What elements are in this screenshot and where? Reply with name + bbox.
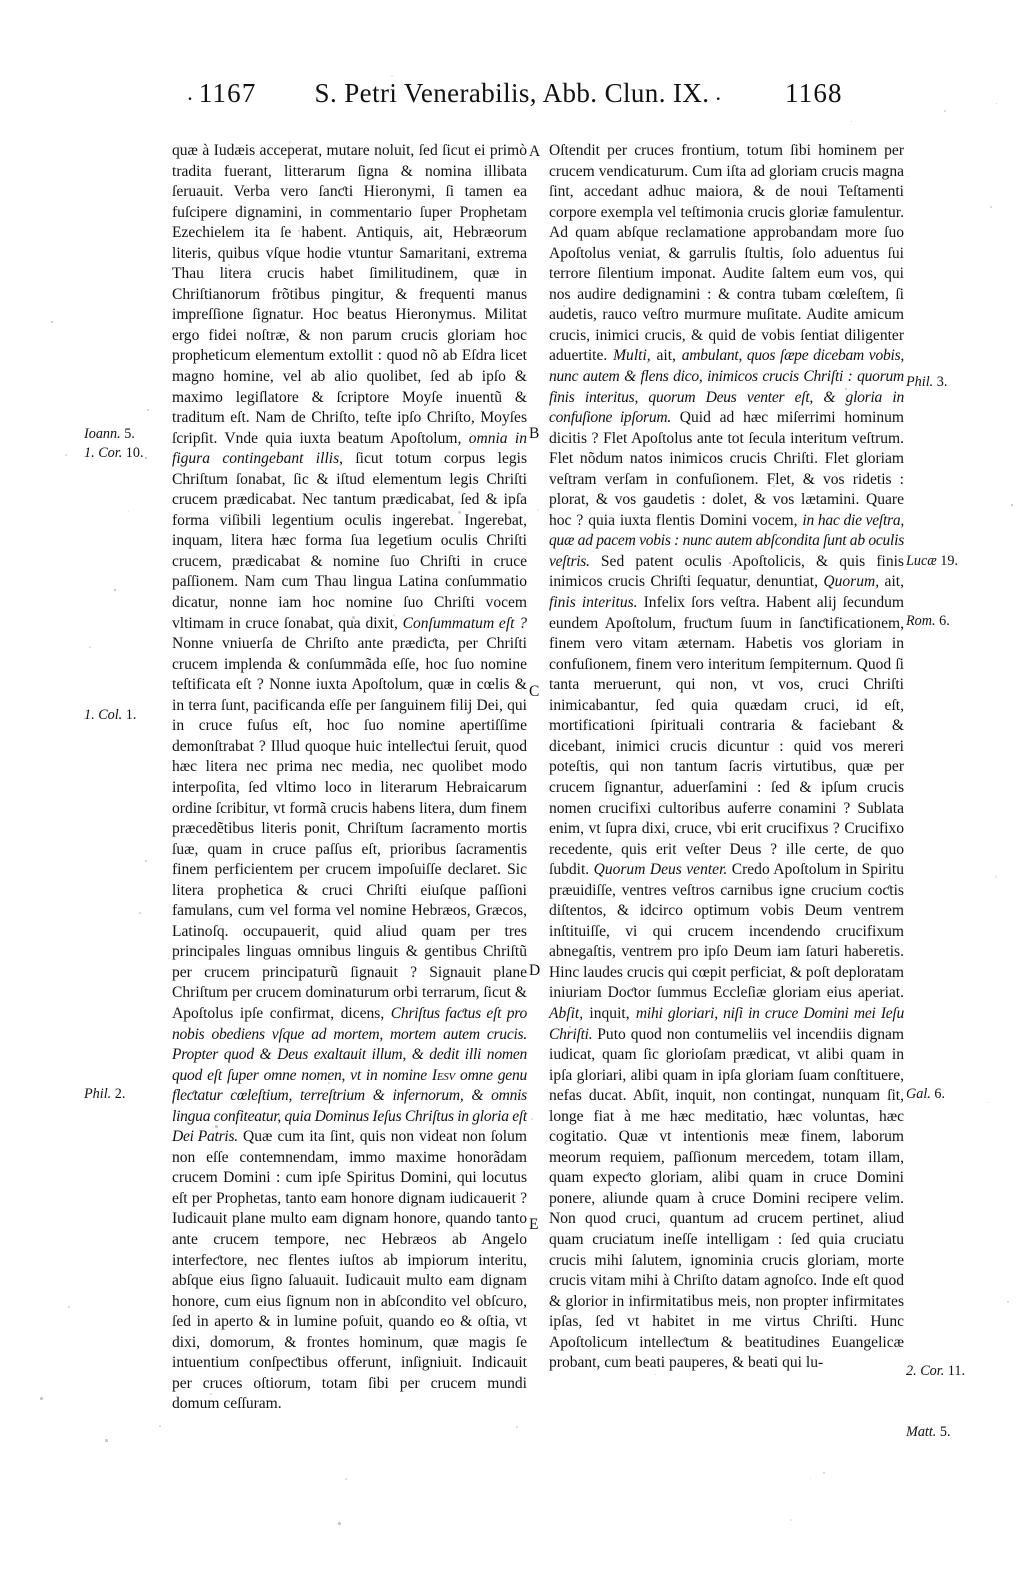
scripture-quote: omne genu fleƈtatur cœleſtium, terreſtrium & infernorum, & omnis lingua confiteatur, quia Dominus Ieſus Chriſtus in gloria eſt Dei Patris. — [172, 1066, 527, 1146]
margin-note-chapter: 5. — [939, 1424, 951, 1440]
scan-speck — [345, 1478, 347, 1480]
scripture-quote: ambulant, quos ſæpe dicebam vobis, nunc autem & flens dico, inimicos crucis Chriſti : quorum finis interitus, quorum Deus venter eſt, & gloria in confuſione ipſorum. — [549, 347, 905, 427]
margin-note-reference — [906, 552, 958, 570]
margin-note-book: Lucæ — [906, 553, 941, 569]
scan-speck — [944, 110, 946, 112]
scan-speck — [352, 616, 355, 619]
section-letter-d: D — [529, 962, 541, 979]
scripture-quote: Abſit, — [549, 1004, 584, 1022]
scripture-quote: mihi gloriari, niſi in cruce Domini mei Ieſu Chriſti. — [549, 1004, 904, 1043]
scan-speck — [677, 251, 679, 253]
margin-note-chapter: 6. — [934, 1086, 946, 1102]
scan-speck — [516, 1426, 518, 1428]
margin-note-reference — [84, 1085, 125, 1103]
scan-speck — [391, 75, 393, 77]
scan-speck — [845, 388, 847, 390]
text-run: inquit, — [583, 1004, 636, 1022]
scan-speck — [990, 206, 992, 208]
margin-note-reference — [84, 425, 135, 443]
scripture-quote: Conſummatum eſt ? — [402, 614, 527, 632]
scan-speck — [458, 511, 461, 514]
margin-note-reference — [84, 444, 144, 462]
scan-speck — [389, 139, 390, 140]
scripture-quote: Multi, — [613, 347, 651, 365]
text-run: Credo Apoſtolum in Spiritu præuidiſſe, ventres veſtros carnibus igne crucium coƈtis diſtentos, & idcirco optimum vobis Deum ventrem inſtituiſſe, vi qui crucem incendendo crucifixum abnegaſtis, ventrem pro ipſo Deum iam ſaturi haberetis. Hinc laudes crucis qui cœpit perficiat, & poſt deploratam iniuriam Doƈtor ſummus Eccleſiæ gloriam eius aperiat. — [549, 861, 904, 1002]
scripture-quote: finis interitus. — [549, 594, 638, 612]
section-letter-a: A — [529, 143, 541, 160]
header-dot-right: . — [715, 80, 721, 105]
scan-speck — [289, 141, 291, 143]
margin-note-book: 1. Col. — [84, 707, 126, 723]
margin-note-reference — [906, 1362, 965, 1380]
scan-speck — [51, 321, 53, 323]
margin-note-chapter: 3. — [936, 374, 948, 390]
margin-note-book: Phil. — [84, 1086, 115, 1102]
scan-speck — [159, 1425, 161, 1427]
text-run: Sed patent oculis Apoſtolicis, & quis finis inimicos crucis Chriſti ſequatur, denuntiat, — [549, 552, 904, 591]
margin-note-reference — [906, 1085, 945, 1103]
scan-speck — [773, 485, 775, 487]
scan-speck — [537, 509, 539, 511]
scan-speck — [810, 1478, 811, 1479]
margin-note-reference — [906, 612, 950, 630]
column-right-body — [549, 141, 904, 1374]
text-run: Quæ cum ita ſint, quis non videat non ſolum non eſſe contemnendam, immo maxime honorãdam crucem Domini : cum ipſe Spiritus Domini, qui locutus eſt per Prophetas, tanto eam honore dignam iudicauerit ? Iudicauit plane multo eam dignam honore, quando tanto ante crucem tempore, nec Hebræos ab Angelo interfeƈtore, nec flentes iuſtos ab impiorum interitu, abſque eius ſigno ſaluauit. Iudicauit multo eam dignam honore, cum eius ſignum non in abſcondito vel obſcuro, ſed in aperto & in lumine poſuit, quando eo & oſtia, vt dixi, domorum, & frontes hominum, quæ magis ſe intuentium conſpeƈtibus offerunt, inſigniuit. Indicauit per cruces oſtiorum, totam ſibi per crucem mundi domum ceſſuram. — [172, 1128, 527, 1413]
scan-speck — [407, 535, 409, 537]
scripture-quote: in hac die veſtra, quæ ad pacem vobis : nunc autem abſcondita ſunt ab oculis veſtris. — [549, 511, 904, 570]
margin-note-reference — [84, 706, 136, 724]
scan-speck — [569, 1026, 571, 1028]
scan-speck — [145, 457, 147, 459]
margin-note-chapter: 6. — [939, 613, 950, 629]
scripture-quote: omnia in figura contingebant illis — [172, 429, 527, 468]
scan-speck — [338, 1522, 341, 1525]
scan-speck — [987, 1102, 988, 1103]
page-header — [0, 78, 1024, 124]
text-column-right — [549, 141, 904, 1374]
margin-note-reference — [906, 373, 947, 391]
scripture-quote: Chriſtus faƈtus eſt pro nobis obediens vſque ad mortem, mortem autem crucis. Propter quod & Deus exaltauit illum, & dedit illi nomen quod eſt ſuper omne nomen, vt in nomine — [172, 1004, 527, 1084]
text-run: Quid ad hæc miſerrimi hominum dicitis ? Flet Apoſtolus ante tot ſecula interitum veſtrum. Flet nõdum natos inimicos crucis Chriſti. Flet gloriam veſtram verſam in confuſionem. Flet, & vos ridetis : plorat, & vos gaudetis : dolet, & vos lætamini. Quare hoc ? quia iuxta flentis Domini vocem, — [549, 409, 904, 529]
margin-note-chapter: 10. — [125, 445, 144, 461]
text-column-left — [172, 141, 527, 1415]
scan-speck — [531, 1118, 533, 1120]
scan-speck — [298, 230, 300, 232]
margin-note-book: 1. Cor. — [84, 445, 126, 461]
divine-name: Iesv — [431, 1066, 456, 1084]
folio-number-right: 1168 — [784, 78, 843, 108]
margin-note-chapter: 11. — [947, 1363, 966, 1379]
text-run: Oſtendit per cruces frontium, totum ſibi hominem per crucem vendicaturum. Cum iſta ad gloriam crucis magna ſint, accedant adhuc maiora, & de noui Teſtamenti corpore exempla vel teſtimonia crucis gloriæ famulentur. Ad quam abſque reclamatione approbandam more ſuo Apoſtolus veniat, & garrulis ſtultis, ſolo aduentus ſui terrore ſilentium imponat. Audite ſaltem eum vos, qui nos audire dedignamini : & contra tubam cœleſtem, ſi audetis, rauco veſtro murmure muſitate. Audite amicum crucis, inimici crucis, & quid de vobis ſentiat diligenter aduertite. — [549, 142, 904, 365]
scan-speck — [469, 1139, 471, 1141]
scripture-quote: Quorum, — [823, 573, 880, 591]
scan-speck — [563, 305, 565, 307]
margin-note-chapter: 1. — [125, 707, 137, 723]
scan-speck — [215, 1125, 218, 1128]
scan-speck — [68, 1306, 70, 1308]
text-run: ait, — [879, 573, 904, 591]
scan-speck — [907, 176, 908, 177]
text-run: , ſicut totum corpus legis Chriſtum ſonabat, ſic & iſtud elementum legis Chriſti crucem prædicabat. Nec tantum prædicabat, ſed & ipſa forma viſibili legentium oculis ingerebat. Ingerebat, inquam, litera hæc forma ſua legetium oculis Chriſti crucem, prædicabat & nomine ſuo Chriſti in cruce paſſionem. Nam cum Thau lingua Latina conſummatio dicatur, nonne iam hoc nomine ſuo Chriſti vocem vltimam in cruce ſonabat, qua dixit, — [172, 450, 527, 632]
scan-speck — [729, 562, 731, 564]
scan-speck — [790, 1519, 792, 1521]
section-letter-b: B — [529, 425, 540, 442]
scan-speck — [139, 912, 141, 914]
margin-note-book: Phil. — [906, 374, 937, 390]
margin-note-book: Gal. — [906, 1086, 935, 1102]
scan-speck — [105, 1439, 108, 1442]
margin-note-book: Ioann. — [84, 426, 125, 442]
scan-speck — [995, 876, 997, 878]
text-run: Infelix ſors veſtra. Habent alij ſecundum eundem Apoſtolum, fruƈtum ſuum in ſanƈtificationem, finem vero vitam æternam. Habetis vos gloriam in confuſionem, finem vero interitum ſempiternum. Quod ſi tanta meruerunt, qui non, vt vos, cruci Chriſti inimicabantur, ſed quia quædam cruci, id eſt, mortificationi ſpirituali contraria & faciebant & dicebant, inimici crucis dicuntur : quid vos mereri poteſtis, qui non tantum ſacris virtutibus, quæ per crucem ſignantur, aduerſamini : ſed & ipſum crucis nomen crucifixi cultoribus auferre conamini ? Sublata enim, vt ſupra dixi, cruce, vbi erit crucifixus ? Crucifixo recedente, quis erit veſter Deus ? ille certe, de quo ſubdit. — [549, 594, 904, 879]
scan-speck — [128, 511, 129, 512]
scripture-quote: Quorum Deus venter. — [593, 861, 728, 879]
page-title: S. Petri Venerabilis, Abb. Clun. IX. — [314, 78, 710, 108]
folio-number-left: 1167 — [198, 78, 257, 108]
column-left-body — [172, 141, 527, 1415]
scan-speck — [147, 409, 149, 411]
text-run: ait, — [650, 347, 682, 365]
scan-speck — [40, 1397, 43, 1400]
scan-speck — [168, 958, 169, 959]
scan-speck — [228, 264, 230, 266]
scan-speck — [767, 877, 769, 879]
margin-note-chapter: 19. — [940, 553, 959, 569]
scan-speck — [1011, 504, 1013, 506]
scan-speck — [589, 166, 592, 169]
scan-speck — [823, 1472, 825, 1474]
margin-note-book: Matt. — [906, 1424, 940, 1440]
scan-speck — [114, 589, 116, 591]
scan-speck — [1007, 1301, 1009, 1303]
scan-speck — [721, 645, 722, 646]
scan-speck — [145, 860, 147, 862]
text-run: Puto quod non contumeliis vel incendiis dignam iudicat, quam ſic glorioſam prædicat, vt alibi quam in ipſa gloriari, alibi quam in ipſa gloriam ſuam conſtituere, nefas ducat. Abſit, inquit, non contingat, nunquam ſit, longe fiat à me hæc meditatio, hæc voluntas, hæc cogitatio. Quæ vt intentionis meæ finem, laborum meorum requiem, paſſionum mercedem, totam illam, quam expeƈto gloriam, alibi quam in cruce Domini ponere, aliunde quam à cruce Domini recipere velim. Non quod cruci, quantum ad crucem pertinet, aliud quam cruciatum ineſſe intelligam : ſed quia cruciatu crucis mihi ſalutem, ignominia crucis gloriam, morte crucis vitam mihi à Chriſto datam agnoſco. Inde eſt quod & glorior in infirmitatibus meis, non propter infirmitates ipſas, ſed vt habitet in me virtus Chriſti. Hunc Apoſtolicum intelleƈtum & beatitudines Euangelicæ probant, cum beati pauperes, & beati qui lu- — [549, 1025, 904, 1372]
margin-note-chapter: 2. — [114, 1086, 126, 1102]
text-run: Nonne vniuerſa de Chriſto ante prædiƈta, per Chriſti crucem implenda & conſummãda eſſe, hoc ſuo nomine teſtificata eſt ? Nonne iuxta Apoſtolum, quæ in cœlis & in terra ſunt, pacificanda eſſe per ſanguinem filij Dei, qui in cruce fuſus eſt, hoc ſuo nomine apertiſſime demonſtrabat ? Illud quoque huic intelleƈtui ſeruit, quod hæc litera nec prima nec media, nec quolibet modo interpoſita, ſed vltimo loco in literarum Hebraicarum ordine ſcribitur, vt formã crucis habens litera, dum finem præcedẽtibus literis ponit, Chriſtum ſacramento mortis ſuæ, quam in cruce paſſus eſt, prioribus ſacramentis finem perficientem per crucem impoſuiſſe declaret. Sic litera prophetica & cruci Chriſti eiuſque paſſioni famulans, cum vel forma vel nomine Hebræos, Græcos, Latinoſq. occupauerit, quid aliud quam per tres principales linguas omnibus linguis & gentibus Chriſtũ per crucem principaturũ ſignauit ? Signauit plane Chriſtum per crucem dominaturum orbi terrarum, ſicut & Apoſtolus ipſe confirmat, dicens, — [172, 635, 527, 1022]
section-letter-c: C — [529, 683, 540, 700]
text-run: quæ à Iudæis acceperat, mutare noluit, ſed ſicut ei primò tradita fuerant, litterarum ſigna & nomina illibata ſeruauit. Verba vero ſanƈti Hieronymi, ſi tamen ea fuſcipere dignamini, in commentario ſuper Prophetam Ezechielem ita ſe habent. Antiquis, ait, Hebræorum literis, quibus vſque hodie vtuntur Samaritani, extrema Thau litera crucis habet ſimilitudinem, quæ in Chriſtianorum frõtibus pingitur, & frequenti manus impreſſione ſignatur. Hoc beatus Hieronymus. Militat ergo fidei noſtræ, & non parum crucis gloriam hoc propheticum elementum extollit : quod nõ ab Eſdra licet magno homine, vel ab alio quolibet, ſed ab ipſo & maximo legiſlatore & ſcriptore Moyſe inuentũ & traditum eſt. Nam de Chriſto, teſte ipſo Chriſto, Moyſes ſcripſit. Vnde quia iuxta beatum Apoſtolum, — [172, 142, 527, 447]
scan-speck — [65, 454, 67, 456]
section-letter-e: E — [529, 1216, 539, 1233]
scan-speck — [798, 1235, 800, 1237]
scan-speck — [89, 646, 91, 648]
scan-speck — [655, 1374, 656, 1375]
header-dot-left: . — [187, 80, 193, 105]
scan-speck — [309, 1194, 312, 1197]
margin-note-book: Rom. — [906, 613, 940, 629]
margin-note-reference — [906, 1423, 951, 1441]
margin-note-book: 2. Cor. — [906, 1363, 948, 1379]
margin-note-chapter: 5. — [124, 426, 135, 442]
